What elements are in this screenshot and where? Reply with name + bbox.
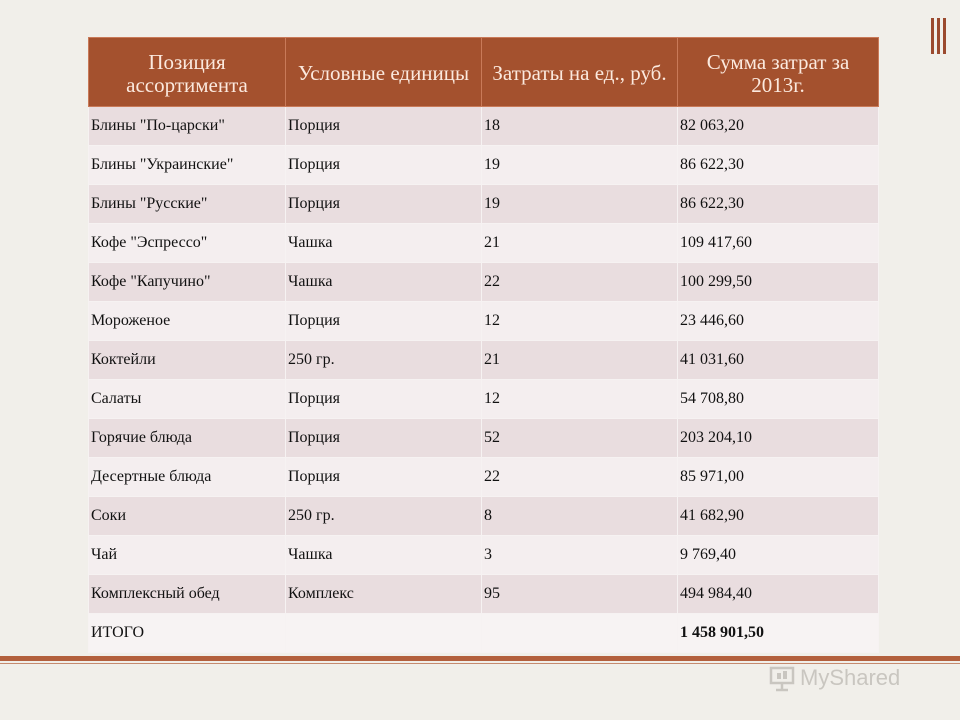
- cell-position: Горячие блюда: [89, 419, 286, 458]
- cell-units: Чашка: [286, 224, 482, 263]
- cell-total-cost: 41 031,60: [678, 341, 879, 380]
- cell-units: 250 гр.: [286, 497, 482, 536]
- cell-total-cost: 203 204,10: [678, 419, 879, 458]
- cell-units: Порция: [286, 185, 482, 224]
- cell-position: Кофе "Капучино": [89, 263, 286, 302]
- table-row: [89, 419, 879, 458]
- cell-units: Чашка: [286, 263, 482, 302]
- cell-units: Чашка: [286, 536, 482, 575]
- cell-unit-cost: 3: [482, 536, 678, 575]
- corner-accent-decoration: [924, 18, 946, 54]
- total-label: ИТОГО: [89, 614, 286, 653]
- empty-cell: [482, 614, 678, 653]
- cell-total-cost: 100 299,50: [678, 263, 879, 302]
- table-row: [89, 341, 879, 380]
- cell-unit-cost: 95: [482, 575, 678, 614]
- table-row: [89, 263, 879, 302]
- header-units: Условные единицы: [286, 38, 482, 107]
- header-unit-cost: Затраты на ед., руб.: [482, 38, 678, 107]
- table-total-row: [89, 614, 879, 653]
- cell-total-cost: 41 682,90: [678, 497, 879, 536]
- cell-position: Блины "Русские": [89, 185, 286, 224]
- presentation-board-icon: [768, 664, 796, 692]
- cell-position: Мороженое: [89, 302, 286, 341]
- cell-position: Блины "По-царски": [89, 107, 286, 146]
- cell-unit-cost: 12: [482, 380, 678, 419]
- cell-units: Порция: [286, 458, 482, 497]
- cell-position: Десертные блюда: [89, 458, 286, 497]
- cell-total-cost: 82 063,20: [678, 107, 879, 146]
- cell-total-cost: 86 622,30: [678, 185, 879, 224]
- table-row: [89, 146, 879, 185]
- table-row: [89, 185, 879, 224]
- cell-position: Комплексный обед: [89, 575, 286, 614]
- cell-position: Чай: [89, 536, 286, 575]
- table-row: [89, 107, 879, 146]
- cell-position: Салаты: [89, 380, 286, 419]
- watermark: [768, 660, 900, 696]
- cell-unit-cost: 12: [482, 302, 678, 341]
- header-position: Позиция ассортимента: [89, 38, 286, 107]
- cell-units: Порция: [286, 107, 482, 146]
- cell-total-cost: 85 971,00: [678, 458, 879, 497]
- table-row: [89, 458, 879, 497]
- table-row: [89, 302, 879, 341]
- table-row: [89, 380, 879, 419]
- watermark-text: MyShared: [800, 665, 901, 690]
- cell-units: Комплекс: [286, 575, 482, 614]
- cell-position: Коктейли: [89, 341, 286, 380]
- cell-unit-cost: 22: [482, 263, 678, 302]
- table-row: [89, 497, 879, 536]
- table-row: [89, 536, 879, 575]
- cell-unit-cost: 22: [482, 458, 678, 497]
- cell-units: Порция: [286, 146, 482, 185]
- table-header-row: [89, 38, 879, 107]
- cell-unit-cost: 52: [482, 419, 678, 458]
- cell-unit-cost: 8: [482, 497, 678, 536]
- cell-unit-cost: 21: [482, 224, 678, 263]
- total-value: 1 458 901,50: [678, 614, 879, 653]
- cell-total-cost: 494 984,40: [678, 575, 879, 614]
- cell-unit-cost: 19: [482, 185, 678, 224]
- cell-units: Порция: [286, 419, 482, 458]
- cell-total-cost: 54 708,80: [678, 380, 879, 419]
- cell-unit-cost: 18: [482, 107, 678, 146]
- cell-position: Кофе "Эспрессо": [89, 224, 286, 263]
- table-row: [89, 224, 879, 263]
- cell-units: Порция: [286, 302, 482, 341]
- cell-unit-cost: 19: [482, 146, 678, 185]
- cell-total-cost: 109 417,60: [678, 224, 879, 263]
- cell-position: Блины "Украинские": [89, 146, 286, 185]
- cell-total-cost: 86 622,30: [678, 146, 879, 185]
- header-total-cost: Сумма затрат за 2013г.: [678, 38, 879, 107]
- cell-units: Порция: [286, 380, 482, 419]
- cell-total-cost: 23 446,60: [678, 302, 879, 341]
- cell-total-cost: 9 769,40: [678, 536, 879, 575]
- cell-units: 250 гр.: [286, 341, 482, 380]
- empty-cell: [286, 614, 482, 653]
- cell-unit-cost: 21: [482, 341, 678, 380]
- cell-position: Соки: [89, 497, 286, 536]
- cost-table: [88, 37, 879, 653]
- table-row: [89, 575, 879, 614]
